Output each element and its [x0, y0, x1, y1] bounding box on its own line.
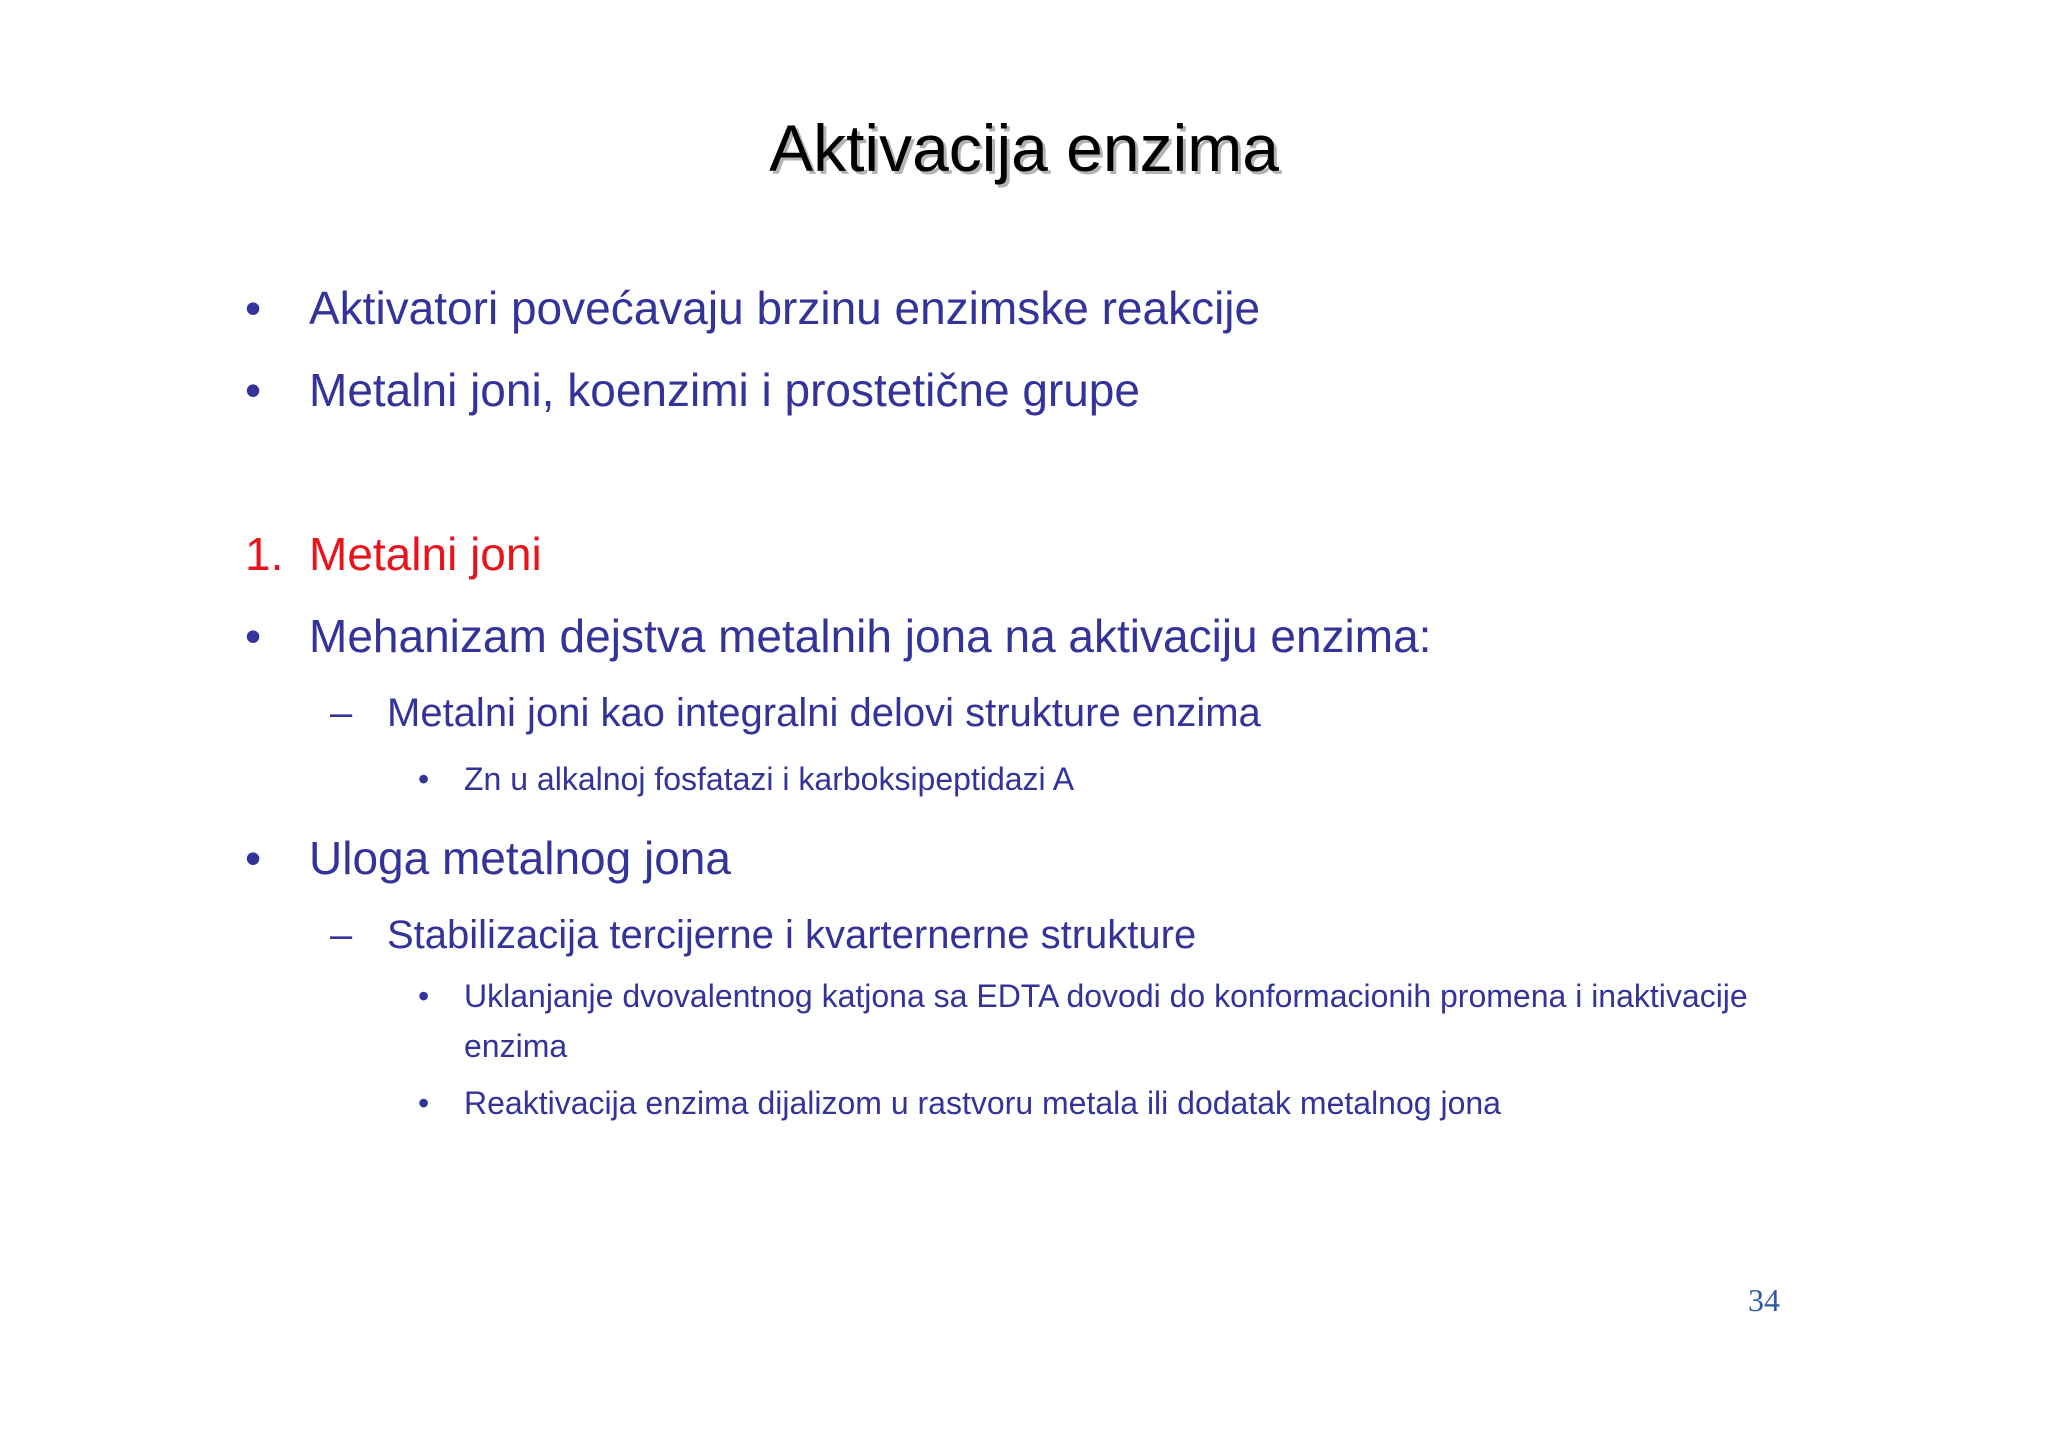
bullet-marker: • [245, 364, 262, 416]
page-number: 34 [1748, 1282, 1780, 1318]
sub-sub-item-text-continuation: enzima [464, 1028, 568, 1064]
bullet-text: Mehanizam dejstva metalnih jona na aktivaciju enzima: [309, 610, 1432, 662]
bullet-item [245, 362, 1445, 418]
bullet-marker: • [245, 282, 262, 334]
sub-item [330, 910, 1630, 960]
number-marker: 1. [245, 528, 284, 580]
bullet-marker: • [245, 832, 262, 884]
sub-item [330, 688, 1630, 738]
bullet-item [245, 830, 1445, 886]
bullet-marker: • [418, 1085, 430, 1121]
sub-item-text: Stabilizacija tercijerne i kvarternerne strukture [387, 913, 1197, 957]
dash-marker: – [330, 913, 353, 957]
bullet-marker: • [418, 978, 430, 1014]
slide-title: Aktivacija enzima [769, 111, 1279, 185]
bullet-marker: • [245, 610, 262, 662]
sub-sub-item [418, 1083, 1868, 1123]
bullet-text: Uloga metalnog jona [309, 832, 731, 884]
bullet-text: Aktivatori povećavaju brzinu enzimske reakcije [309, 282, 1261, 334]
sub-item-text: Metalni joni kao integralni delovi strukture enzima [387, 691, 1261, 735]
numbered-heading-text: Metalni joni [309, 528, 542, 580]
sub-sub-item-text: Uklanjanje dvovalentnog katjona sa EDTA dovodi do konformacionih promena i inaktivacije [464, 978, 1748, 1014]
sub-sub-item [418, 759, 1718, 799]
bullet-text: Metalni joni, koenzimi i prostetične grupe [309, 364, 1140, 416]
bullet-item [245, 280, 1445, 336]
bullet-item [245, 608, 1645, 664]
numbered-heading [245, 526, 1445, 582]
bullet-marker: • [418, 761, 430, 797]
sub-sub-item-text: Zn u alkalnoj fosfatazi i karboksipeptidazi A [464, 761, 1075, 797]
sub-sub-item-text: Reaktivacija enzima dijalizom u rastvoru metala ili dodatak metalnog jona [464, 1085, 1501, 1121]
dash-marker: – [330, 691, 353, 735]
sub-sub-item [418, 976, 1868, 1066]
